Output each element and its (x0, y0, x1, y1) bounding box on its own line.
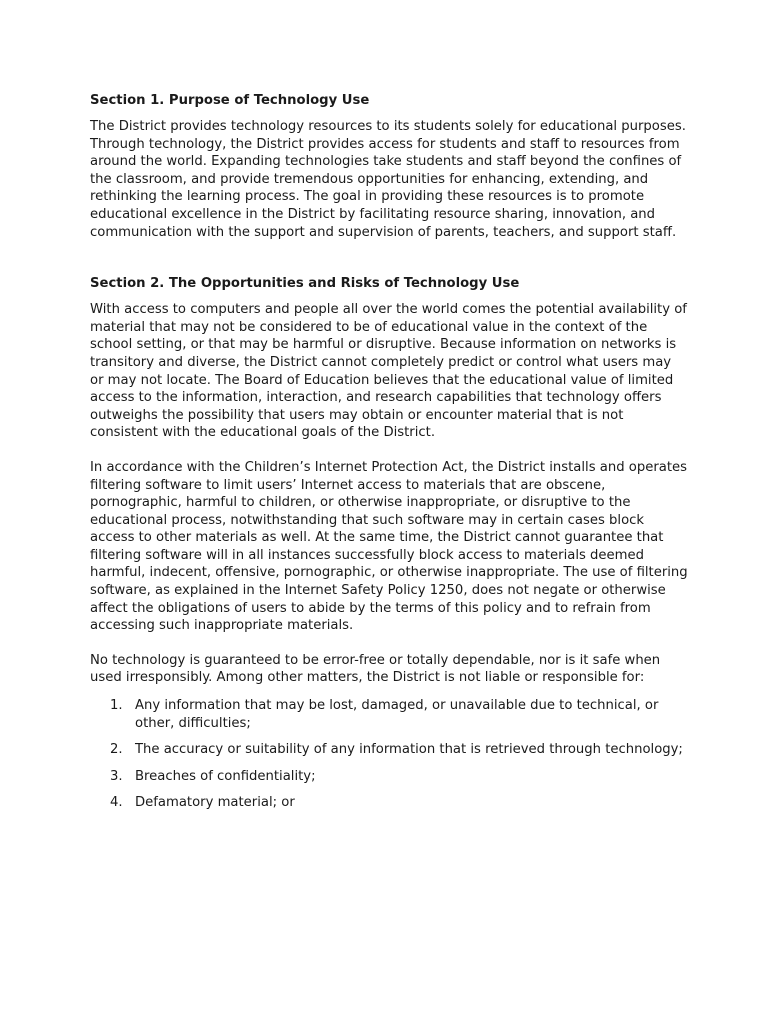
list-item-number: 2. (110, 742, 123, 758)
list-item-number: 3. (110, 768, 123, 784)
liability-list (90, 697, 688, 812)
paragraph-spacer (90, 635, 688, 652)
section-2-paragraph-3: No technology is guaranteed to be error-free or totally dependable, nor is it safe when used irresponsibly. Among other matters, the District is not liable or responsible for: (90, 652, 661, 686)
list-item (90, 768, 688, 786)
section-1-paragraph: The District provides technology resources to its students solely for educational purposes. Through technology, the District provides access for students and staff to resources from around the world. Expanding technologies take students and staff beyond the confines of the classroom, and provide tremendous opportunities for enhancing, extending, and rethinking the learning process. The goal in providing these resources is to promote educational excellence in the District by facilitating resource sharing, innovation, and communication with the support and supervision of parents, teachers, and support staff. (90, 119, 686, 240)
section-2-heading: Section 2. The Opportunities and Risks of Technology Use (90, 276, 520, 292)
section-spacer (90, 241, 688, 275)
list-item (90, 741, 688, 759)
list-item-number: 1. (110, 698, 123, 714)
paragraph-spacer (90, 442, 688, 459)
list-item-number: 4. (110, 795, 123, 811)
section-1-heading: Section 1. Purpose of Technology Use (90, 93, 370, 108)
list-item (90, 794, 688, 812)
list-item-text: Any information that may be lost, damaged, or unavailable due to technical, or other, difficulties; (135, 698, 659, 731)
list-item (90, 697, 688, 732)
section-2-paragraph-1: With access to computers and people all over the world comes the potential availability of material that may not be considered to be of educational value in the context of the school setting, or that may be harmful or disruptive. Because information on networks is transitory and diverse, the District cannot completely predict or control what users may or may not locate. The Board of Education believes that the educational value of limited access to the information, interaction, and research capabilities that technology offers outweighs the possibility that users may obtain or encounter material that is not consistent with the educational goals of the District. (90, 302, 687, 441)
section-2-paragraph-2: In accordance with the Children’s Internet Protection Act, the District installs and operates filtering software to limit users’ Internet access to materials that are obscene, pornographic, harmful to children, or otherwise inappropriate, or disruptive to the educational process, notwithstanding that such software may in certain cases block access to other materials as well. At the same time, the District cannot guarantee that filtering software will in all instances successfully block access to materials deemed harmful, indecent, offensive, pornographic, or otherwise inappropriate. The use of filtering software, as explained in the Internet Safety Policy 1250, does not negate or otherwise affect the obligations of users to abide by the terms of this policy and to refrain from accessing such inappropriate materials. (90, 459, 688, 634)
list-item-text: Breaches of confidentiality; (135, 768, 316, 784)
list-item-text: The accuracy or suitability of any information that is retrieved through technology; (135, 742, 683, 758)
list-item-text: Defamatory material; or (135, 795, 295, 811)
